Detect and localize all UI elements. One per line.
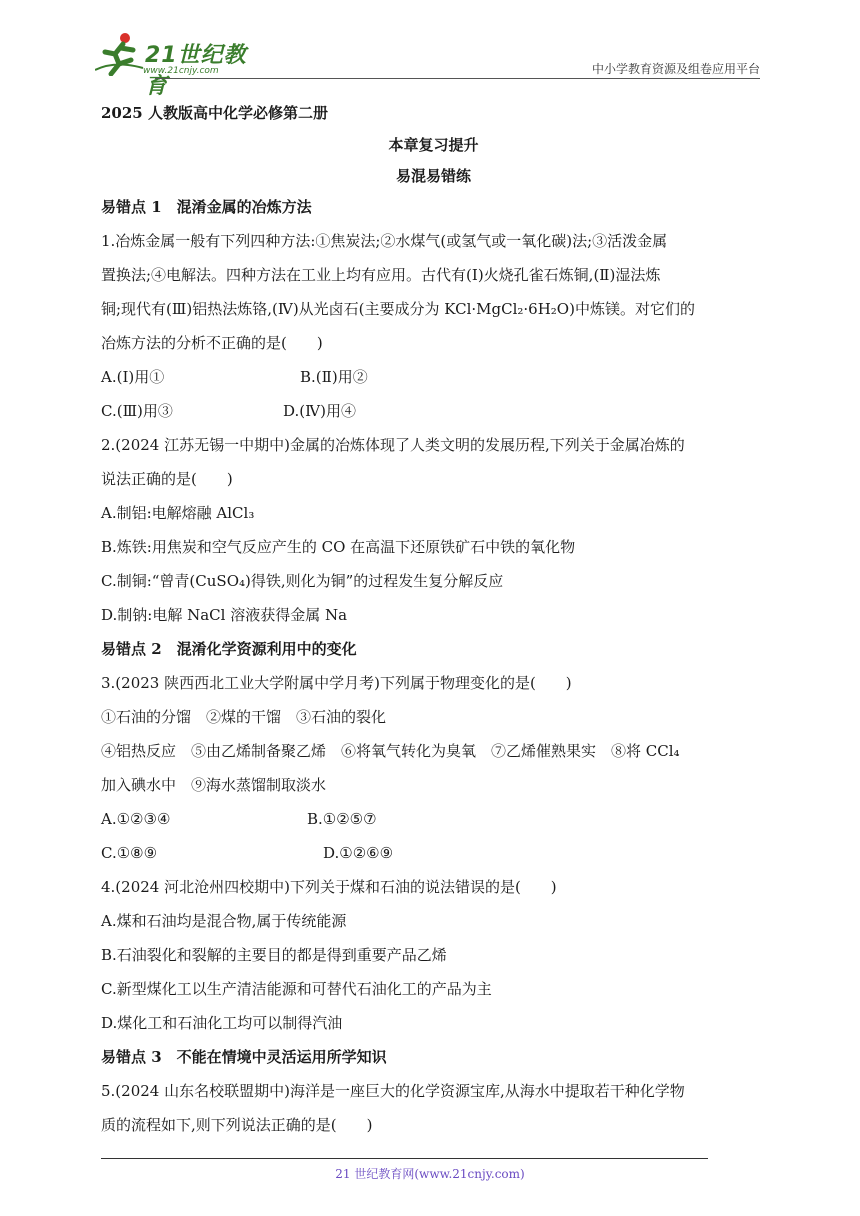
question-text-line: 质的流程如下,则下列说法正确的是( ) xyxy=(101,1116,373,1134)
question-text-line: 5.(2024 山东名校联盟期中)海洋是一座巨大的化学资源宝库,从海水中提取若干种化学物 xyxy=(101,1082,685,1100)
question-text-line: ①石油的分馏 ②煤的干馏 ③石油的裂化 xyxy=(101,708,387,726)
error-point-1-heading: 易错点 1 混淆金属的冶炼方法 xyxy=(101,198,312,216)
footer-link[interactable]: 21 世纪教育网(www.21cnjy.com) xyxy=(335,1167,525,1181)
option-a[interactable]: A.①②③④ xyxy=(101,810,171,828)
options-row xyxy=(101,809,766,843)
options-row xyxy=(101,367,766,401)
question-3 xyxy=(101,673,766,877)
option-d[interactable]: D.①②⑥⑨ xyxy=(323,844,394,862)
book-title: 2025 人教版高中化学必修第二册 xyxy=(101,104,328,122)
footer-divider xyxy=(101,1158,708,1159)
question-5 xyxy=(101,1081,766,1149)
option-a[interactable]: A.煤和石油均是混合物,属于传统能源 xyxy=(101,912,347,930)
options-row xyxy=(101,401,766,435)
option-b[interactable]: B.炼铁:用焦炭和空气反应产生的 CO 在高温下还原铁矿石中铁的氧化物 xyxy=(101,538,576,556)
question-text-line: 3.(2023 陕西西北工业大学附属中学月考)下列属于物理变化的是( ) xyxy=(101,674,572,692)
logo-text: 21世纪教育 xyxy=(145,43,247,99)
question-text-line: 置换法;④电解法。四种方法在工业上均有应用。古代有(Ⅰ)火烧孔雀石炼铜,(Ⅱ)湿法炼 xyxy=(101,266,661,284)
question-1 xyxy=(101,231,766,435)
options-row xyxy=(101,843,766,877)
question-text-line: 4.(2024 河北沧州四校期中)下列关于煤和石油的说法错误的是( ) xyxy=(101,878,557,896)
option-a[interactable]: A.制铝:电解熔融 AlCl₃ xyxy=(101,504,255,522)
error-point-2-heading: 易错点 2 混淆化学资源利用中的变化 xyxy=(101,640,357,658)
question-text-line: 铜;现代有(Ⅲ)铝热法炼铬,(Ⅳ)从光卤石(主要成分为 KCl·MgCl₂·6H₂O)中炼镁。对它们的 xyxy=(101,300,695,318)
option-c[interactable]: C.新型煤化工以生产清洁能源和可替代石油化工的产品为主 xyxy=(101,980,492,998)
section-title: 易混易错练 xyxy=(395,167,471,185)
header-platform-text: 中小学教育资源及组卷应用平台 xyxy=(591,62,760,76)
option-b[interactable]: B.(Ⅱ)用② xyxy=(300,368,368,386)
option-d[interactable]: D.制钠:电解 NaCl 溶液获得金属 Na xyxy=(101,606,348,624)
option-b[interactable]: B.①②⑤⑦ xyxy=(307,810,377,828)
chapter-title: 本章复习提升 xyxy=(388,136,479,154)
option-c[interactable]: C.(Ⅲ)用③ xyxy=(101,402,173,420)
logo-url: www.21cnjy.com xyxy=(143,66,219,76)
question-text-line: 说法正确的是( ) xyxy=(101,470,233,488)
question-text-line: 加入碘水中 ⑨海水蒸馏制取淡水 xyxy=(101,776,327,794)
site-logo[interactable] xyxy=(95,30,265,99)
question-4 xyxy=(101,877,766,1047)
option-d[interactable]: D.煤化工和石油化工均可以制得汽油 xyxy=(101,1014,343,1032)
document-body xyxy=(101,103,766,1149)
question-text-line: 冶炼方法的分析不正确的是( ) xyxy=(101,334,323,352)
option-a[interactable]: A.(Ⅰ)用① xyxy=(101,368,165,386)
option-b[interactable]: B.石油裂化和裂解的主要目的都是得到重要产品乙烯 xyxy=(101,946,447,964)
option-c[interactable]: C.制铜:“曾青(CuSO₄)得铁,则化为铜”的过程发生复分解反应 xyxy=(101,572,504,590)
runner-logo-icon xyxy=(95,30,145,76)
question-text-line: ④铝热反应 ⑤由乙烯制备聚乙烯 ⑥将氧气转化为臭氧 ⑦乙烯催熟果实 ⑧将 CCl₄ xyxy=(101,742,680,760)
option-c[interactable]: C.①⑧⑨ xyxy=(101,844,158,862)
question-text-line: 1.冶炼金属一般有下列四种方法:①焦炭法;②水煤气(或氢气或一氧化碳)法;③活泼金属 xyxy=(101,232,668,250)
option-d[interactable]: D.(Ⅳ)用④ xyxy=(283,402,356,420)
error-point-3-heading: 易错点 3 不能在情境中灵活运用所学知识 xyxy=(101,1048,387,1066)
header-divider xyxy=(155,78,760,79)
question-text-line: 2.(2024 江苏无锡一中期中)金属的冶炼体现了人类文明的发展历程,下列关于金属冶炼的 xyxy=(101,436,685,454)
question-2 xyxy=(101,435,766,639)
page-header xyxy=(95,30,760,99)
